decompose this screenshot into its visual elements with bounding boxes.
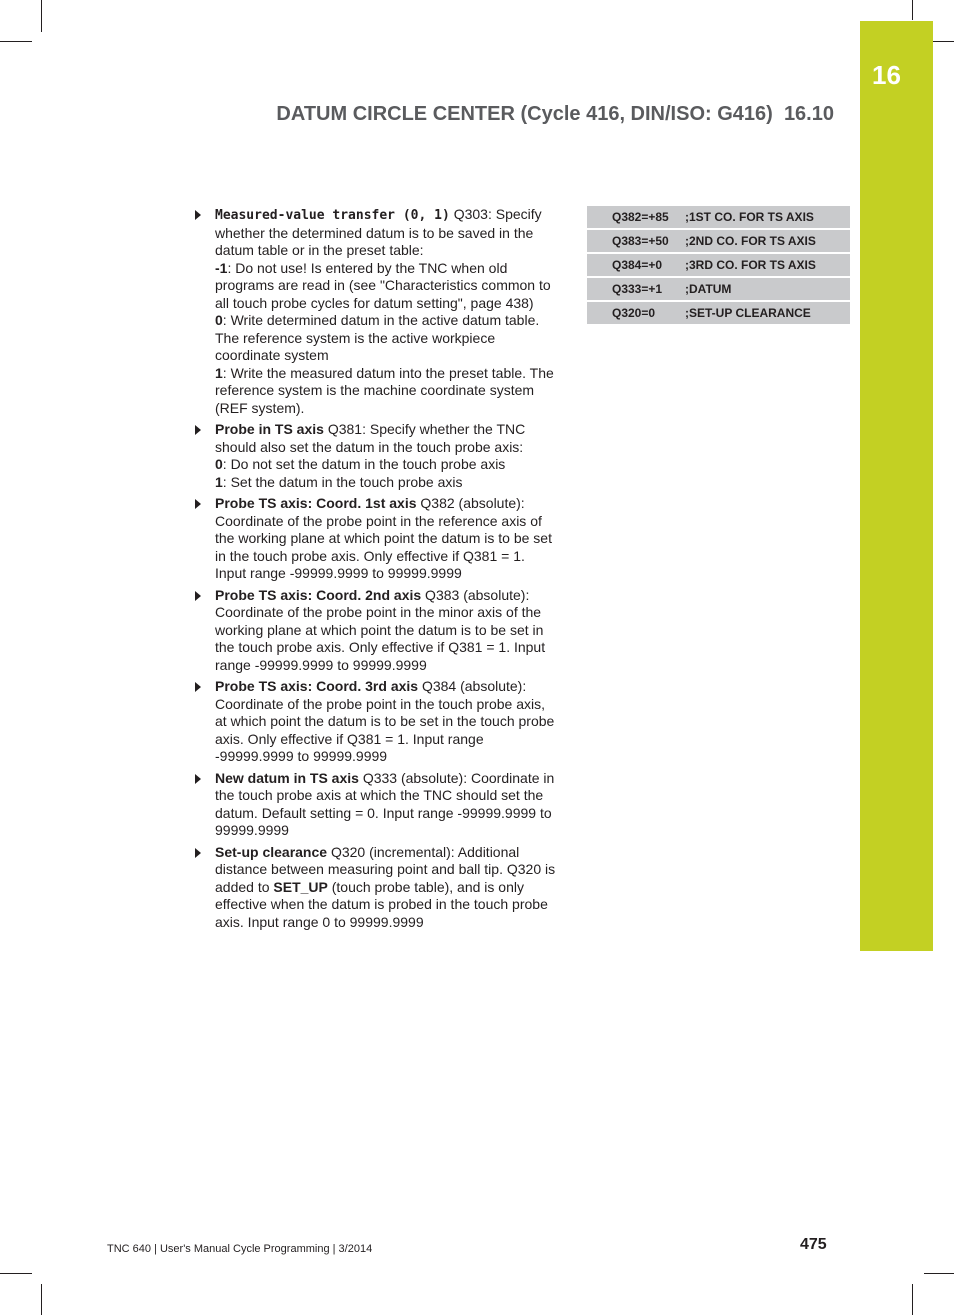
- chapter-number: 16: [872, 60, 901, 90]
- item-label: Probe TS axis: Coord. 3rd axis: [215, 678, 419, 694]
- crop-mark: [0, 1273, 32, 1274]
- list-item: [195, 844, 557, 932]
- option-text: : Do not set the datum in the touch probe axis: [222, 456, 506, 472]
- header-section: 16.10: [783, 103, 834, 125]
- item-text: Q320 (incremental): Additional distance between measuring point and ball tip. Q320 is added to: [215, 843, 556, 895]
- bullet-arrow-icon: [195, 499, 201, 509]
- item-text: Q381: Specify whether the TNC should also set the datum in the touch probe axis:: [215, 421, 526, 455]
- item-text: Q333 (absolute): Coordinate in the touch probe axis at which the TNC should set the datum. Default setting = 0. Input range -99999.9999 to 99999.9999: [215, 769, 555, 838]
- page-number: 475: [800, 1236, 827, 1253]
- table-row: [587, 206, 850, 229]
- table-row: [587, 277, 850, 301]
- param-cell: Q382=+85: [587, 206, 685, 229]
- list-item: [195, 206, 557, 417]
- table-row: [587, 229, 850, 253]
- item-text: Q383 (absolute): Coordinate of the probe point in the minor axis of the working plane at which point the datum is to be set in the touch probe axis. Only effective if Q381 = 1. Input range -99999.9999 to 99999.9999: [215, 586, 546, 673]
- footer-text: TNC 640 | User's Manual Cycle Programming | 3/2014: [107, 1243, 373, 1255]
- list-item: [195, 587, 557, 675]
- header-title: DATUM CIRCLE CENTER (Cycle 416, DIN/ISO: G416): [276, 103, 773, 125]
- item-text: (touch probe table), and is only effective when the datum is probed in the touch probe axis. Input range 0 to 99999.9999: [215, 878, 548, 930]
- option-text: : Do not use! Is entered by the TNC when old programs are read in (see "Characteristics common to all touch probe cycles for datum setting", page 438): [215, 259, 551, 311]
- page-header: [0, 103, 834, 126]
- item-label: Set-up clearance: [215, 843, 328, 860]
- option-text: : Write determined datum in the active datum table. The reference system is the active workpiece coordinate system: [215, 312, 540, 363]
- item-text: Q384 (absolute): Coordinate of the probe point in the touch probe axis, at which point the datum is to be set in the touch probe axis. Only effective if Q381 = 1. Input range -99999.9999 to 99999.9999: [215, 678, 555, 764]
- crop-mark: [924, 1273, 954, 1274]
- option-key: 0: [215, 456, 223, 472]
- param-cell: Q320=0: [587, 301, 685, 325]
- option-text: : Write the measured datum into the preset table. The reference system is the machine coordinate system (REF system).: [215, 364, 554, 416]
- param-cell: Q384=+0: [587, 253, 685, 277]
- item-label: Probe TS axis: Coord. 1st axis: [215, 495, 417, 511]
- comment-cell: ;2ND CO. FOR TS AXIS: [685, 229, 850, 253]
- crop-mark: [41, 1284, 42, 1315]
- comment-cell: ;3RD CO. FOR TS AXIS: [685, 253, 850, 277]
- param-cell: Q333=+1: [587, 277, 685, 301]
- comment-cell: ;1ST CO. FOR TS AXIS: [685, 206, 850, 229]
- item-text: Q303: Specify whether the determined datum is to be saved in the datum table or in the preset table:: [215, 206, 542, 258]
- option-key: -1: [215, 259, 228, 276]
- crop-mark: [41, 0, 42, 32]
- chapter-tab: [860, 21, 933, 951]
- crop-mark: [912, 0, 913, 20]
- nc-code-table: [587, 206, 850, 326]
- param-cell: Q383=+50: [587, 229, 685, 253]
- bullet-arrow-icon: [195, 774, 201, 784]
- bullet-arrow-icon: [195, 682, 201, 692]
- crop-mark: [0, 41, 32, 42]
- crop-mark: [912, 1284, 913, 1315]
- item-label: New datum in TS axis: [215, 769, 359, 786]
- bullet-arrow-icon: [195, 210, 201, 220]
- option-text: : Set the datum in the touch probe axis: [222, 473, 463, 490]
- list-item: [195, 495, 557, 583]
- option-key: 0: [215, 312, 223, 328]
- list-item: [195, 770, 557, 840]
- comment-cell: ;SET-UP CLEARANCE: [685, 301, 850, 325]
- list-item: [195, 678, 557, 766]
- bullet-arrow-icon: [195, 425, 201, 435]
- item-keyword: SET_UP: [273, 878, 328, 895]
- table-row: [587, 253, 850, 277]
- bullet-arrow-icon: [195, 591, 201, 601]
- table-row: [587, 301, 850, 325]
- item-label: Probe in TS axis: [215, 421, 324, 437]
- parameter-list: [195, 206, 557, 935]
- item-text: Q382 (absolute): Coordinate of the probe point in the reference axis of the working plane at which point the datum is to be set in the touch probe axis. Only effective if Q381 = 1. Input range -99999.9999 to 99999.9999: [215, 495, 552, 581]
- option-key: 1: [215, 473, 223, 490]
- comment-cell: ;DATUM: [685, 277, 850, 301]
- item-label: Probe TS axis: Coord. 2nd axis: [215, 586, 422, 603]
- item-label: Measured-value transfer (0, 1): [215, 208, 450, 223]
- option-key: 1: [215, 364, 223, 381]
- list-item: [195, 421, 557, 491]
- bullet-arrow-icon: [195, 848, 201, 858]
